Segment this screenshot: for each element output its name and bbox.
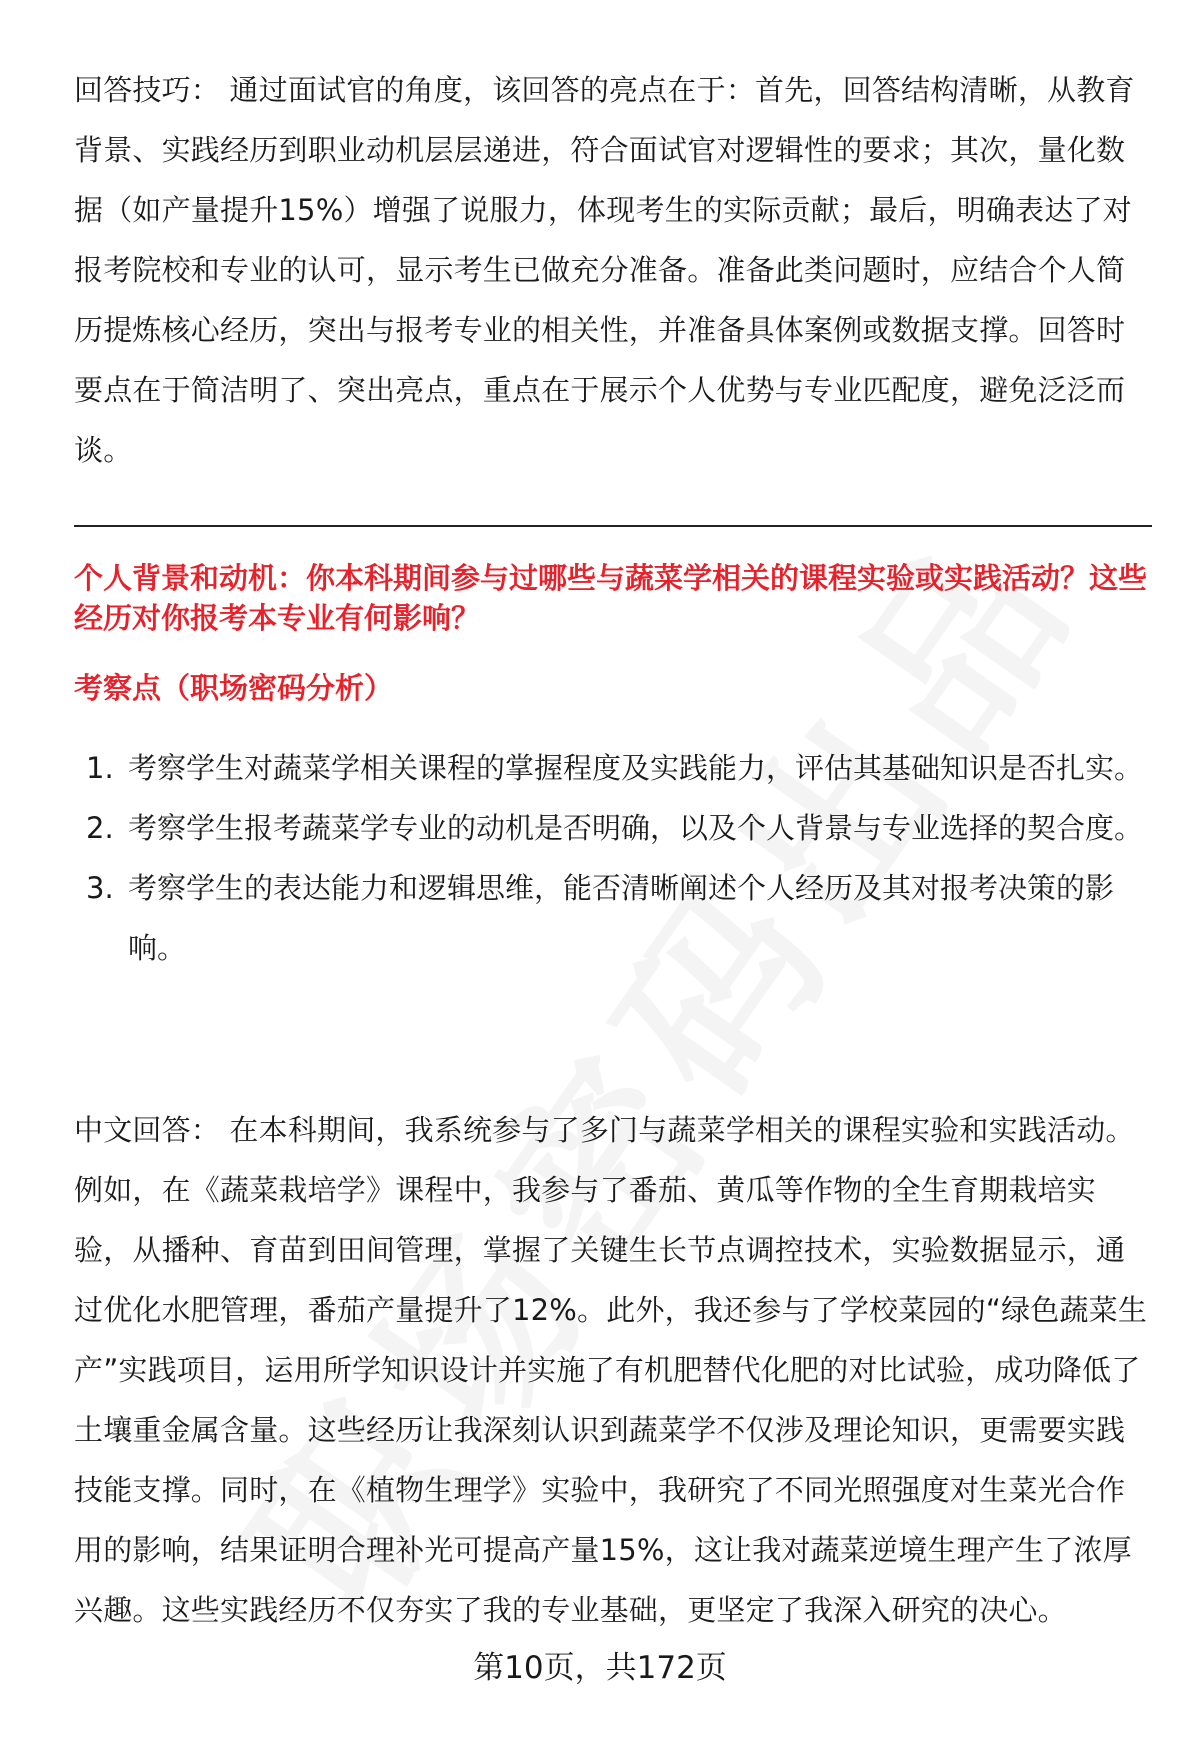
section-divider <box>74 525 1152 527</box>
chinese-answer-paragraph: 中文回答： 在本科期间，我系统参与了多门与蔬菜学相关的课程实验和实践活动。例如，在《蔬菜栽培学》课程中，我参与了番茄、黄瓜等作物的全生育期栽培实验，从播种、育苗到田间管理，掌握了关键生长节点调控技术，实验数据显示，通过优化水肥管理，番茄产量提升了12%。此外，我还参与了学校菜园的“绿色蔬菜生产”实践项目，运用所学知识设计并实施了有机肥替代化肥的对比试验，成功降低了土壤重金属含量。这些经历让我深刻认识到蔬菜学不仅涉及理论知识，更需要实践技能支撑。同时，在《植物生理学》实验中，我研究了不同光照强度对生菜光合作用的影响，结果证明合理补光可提高产量15%，这让我对蔬菜逆境生理产生了浓厚兴趣。这些实践经历不仅夯实了我的专业基础，更坚定了我深入研究的决心。 <box>74 1113 1148 1627</box>
list-item <box>74 858 1152 978</box>
interview-question: 个人背景和动机：你本科期间参与过哪些与蔬菜学相关的课程实验或实践活动？这些经历对你报考本专业有何影响？ <box>74 561 1148 635</box>
list-item-text: 考察学生的表达能力和逻辑思维，能否清晰阐述个人经历及其对报考决策的影响。 <box>128 871 1115 965</box>
answer-tips-paragraph: 回答技巧： 通过面试官的角度，该回答的亮点在于：首先，回答结构清晰，从教育背景、实践经历到职业动机层层递进，符合面试官对逻辑性的要求；其次，量化数据（如产量提升15%）增强了说服力，体现考生的实际贡献；最后，明确表达了对报考院校和专业的认可，显示考生已做充分准备。准备此类问题时，应结合个人简历提炼核心经历，突出与报考专业的相关性，并准备具体案例或数据支撑。回答时要点在于简洁明了、突出亮点，重点在于展示个人优势与专业匹配度，避免泛泛而谈。 <box>74 73 1135 467</box>
assessment-points-list <box>74 738 1152 978</box>
list-item-number: 3. <box>86 871 114 905</box>
list-item-text: 考察学生报考蔬菜学专业的动机是否明确，以及个人背景与专业选择的契合度。 <box>128 811 1144 845</box>
list-item <box>74 798 1152 858</box>
page-number: 第10页，共172页 <box>473 1650 727 1686</box>
list-item-text: 考察学生对蔬菜学相关课程的掌握程度及实践能力，评估其基础知识是否扎实。 <box>128 751 1144 785</box>
list-item-number: 1. <box>86 751 114 785</box>
list-item-number: 2. <box>86 811 114 845</box>
list-item <box>74 738 1152 798</box>
assessment-points-heading: 考察点（职场密码分析） <box>74 671 394 705</box>
